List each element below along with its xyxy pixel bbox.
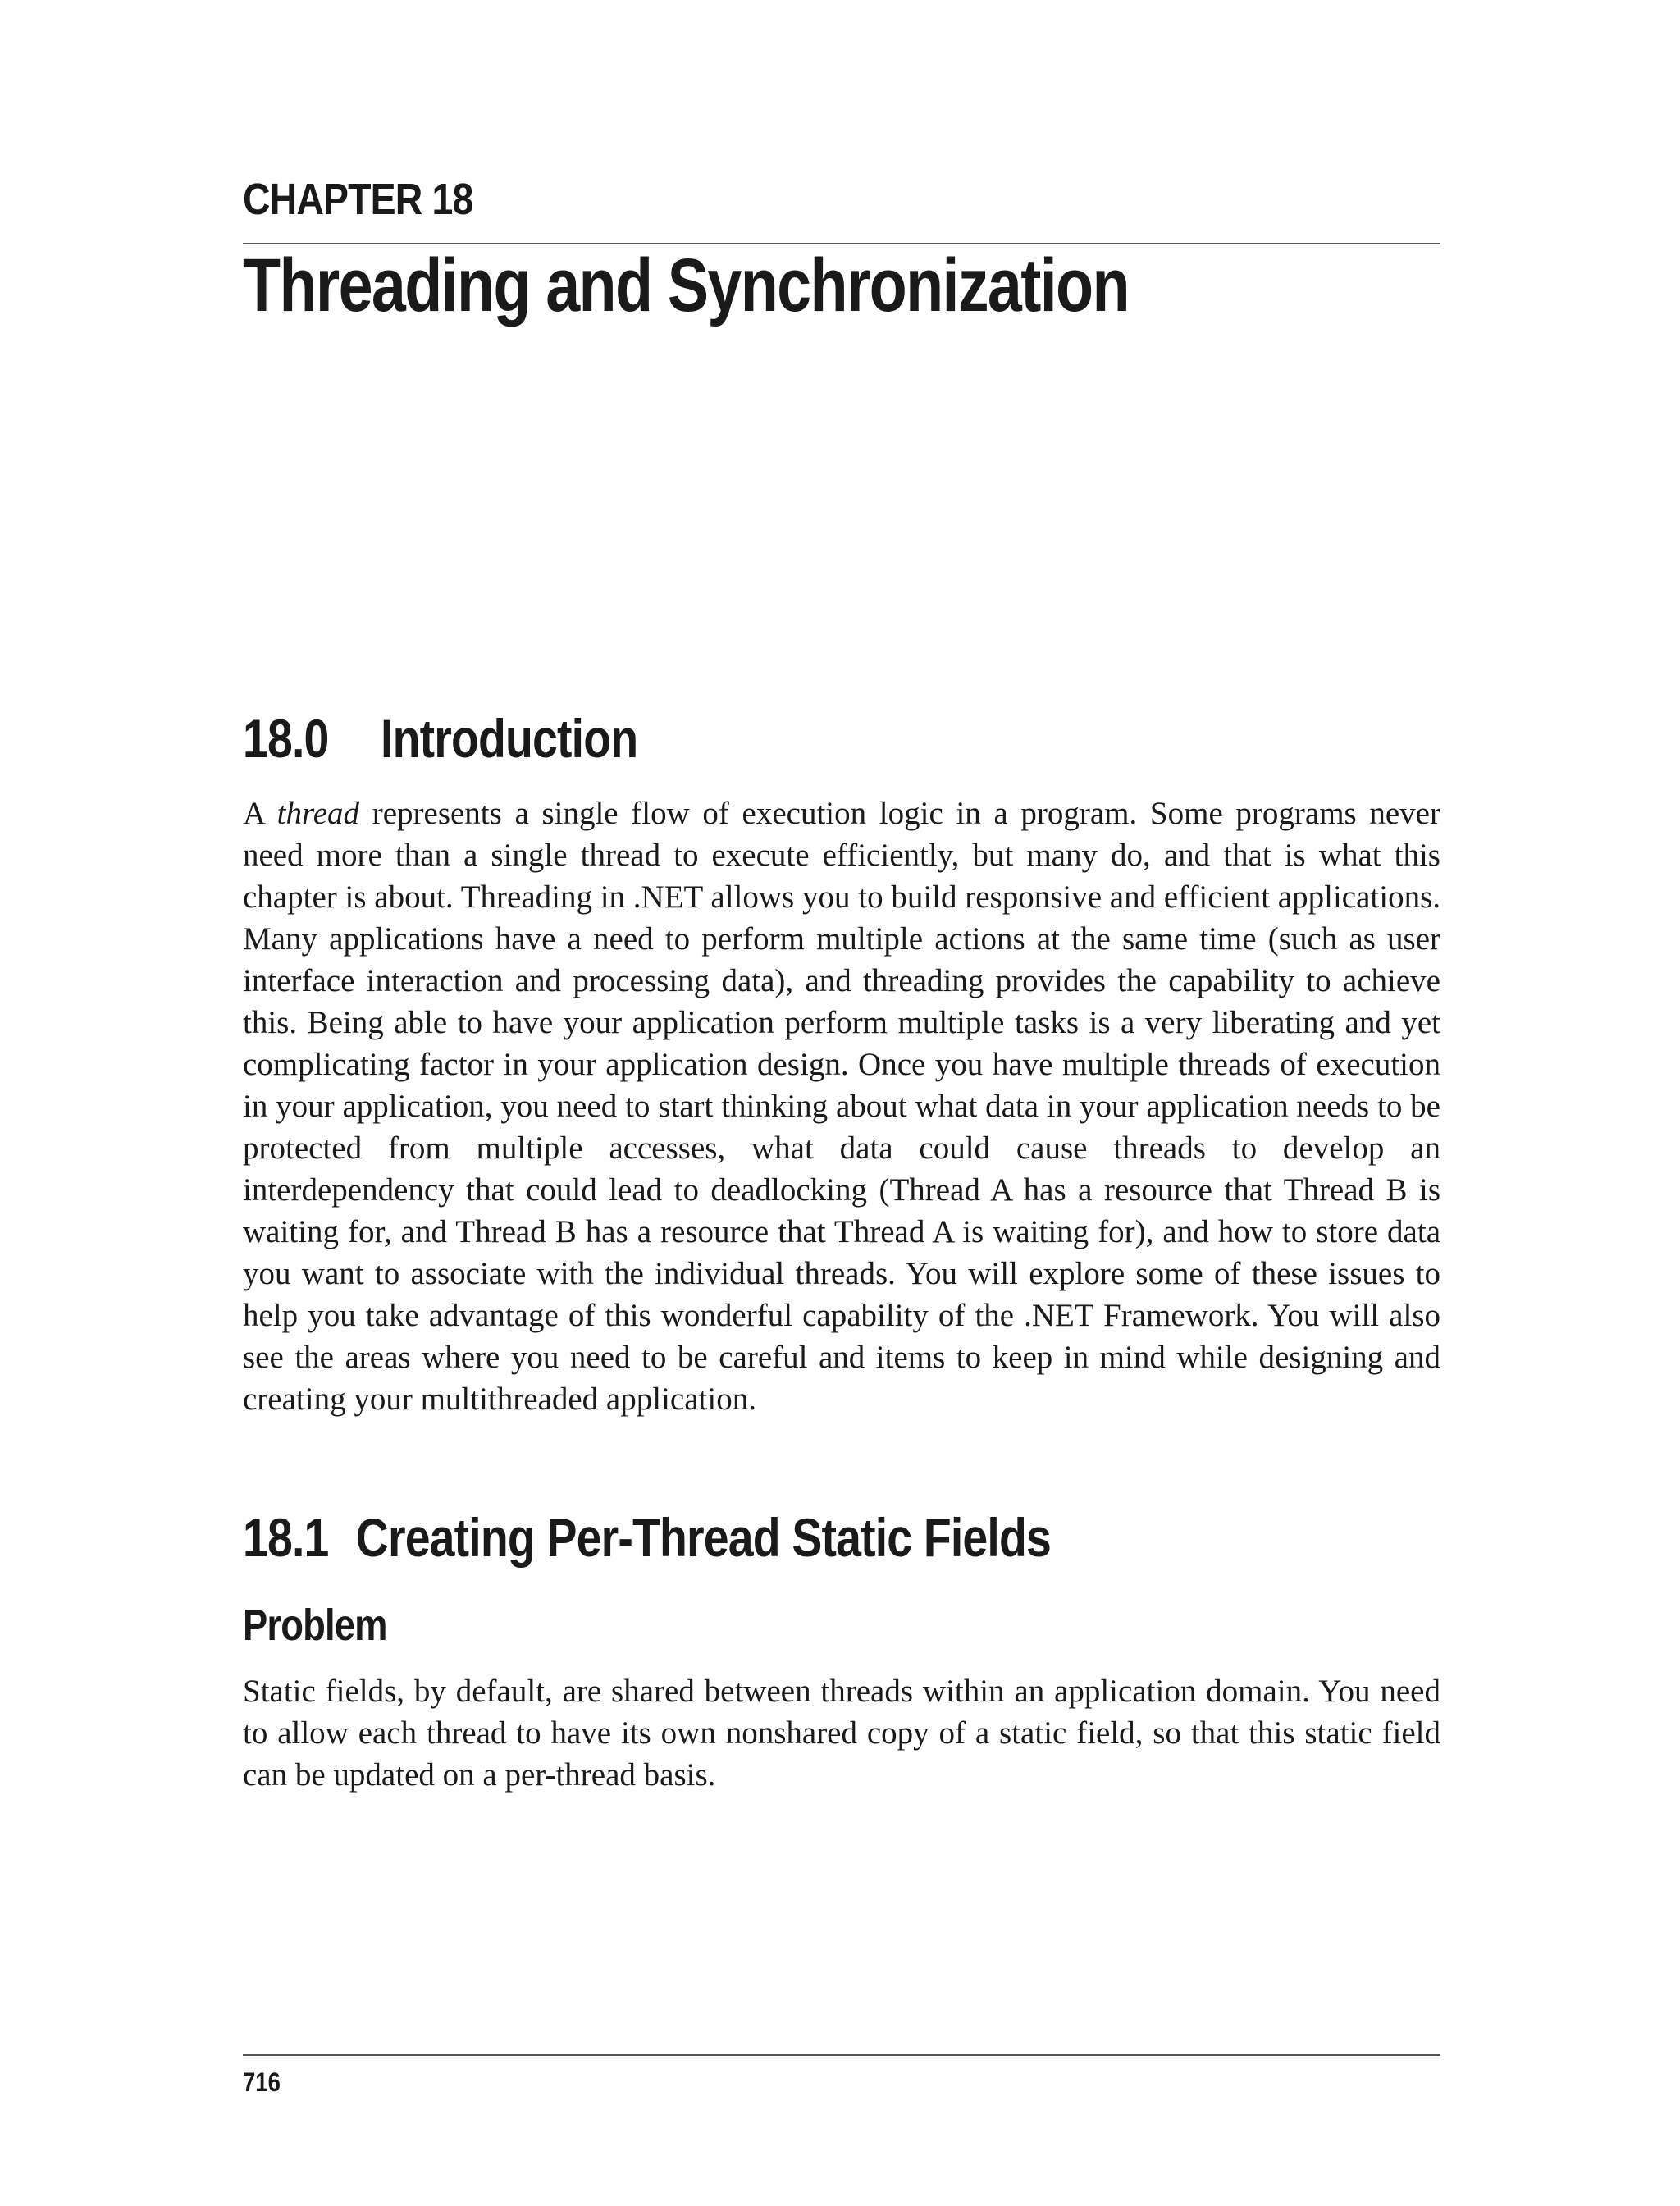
problem-paragraph: Static fields, by default, are shared between threads within an application domain. You need to allow each thread to have its own nonshared copy of a static field, so that this static field can be updated on a per-thread basis. <box>243 1674 1440 1793</box>
section-title: Creating Per-Thread Static Fields <box>355 1507 1051 1568</box>
chapter-label: CHAPTER 18 <box>243 175 473 224</box>
page-number: 716 <box>243 2067 281 2097</box>
section-heading-introduction <box>243 707 637 770</box>
italic-term: thread <box>276 796 360 831</box>
section-number: 18.0 <box>243 708 329 769</box>
chapter-title: Threading and Synchronization <box>243 244 1129 327</box>
section-heading-per-thread-static-fields <box>243 1506 1051 1569</box>
paragraph-text: represents a single flow of execution logic in a program. Some programs never need more than a single thread to execute efficiently, but many do, and that is what this chapter is about. Threading in .NET allows you to build responsive and efficient applications. Many applications have a need to perform multiple actions at the same time (such as user interface interaction and processing data), and threading provides the capability to achieve this. Being able to have your application perform multiple tasks is a very liberating and yet complicating factor in your application design. Once you have multiple threads of execution in your application, you need to start thinking about what data in your application needs to be protected from multiple accesses, what data could cause threads to develop an interdependency that could lead to deadlocking (Thread A has a resource that Thread B is waiting for, and Thread B has a resource that Thread A is waiting for), and how to store data you want to associate with the individual threads. You will explore some of these issues to help you take advantage of this wonderful capability of the .NET Framework. You will also see the areas where you need to be careful and items to keep in mind while designing and creating your multithreaded application. <box>243 796 1441 1417</box>
paragraph-lead: A <box>243 796 277 831</box>
section-title: Introduction <box>381 708 638 769</box>
problem-subheading: Problem <box>243 1601 387 1650</box>
footer-rule <box>243 2054 1440 2056</box>
introduction-paragraph <box>243 792 1440 1420</box>
section-number: 18.1 <box>243 1507 329 1568</box>
